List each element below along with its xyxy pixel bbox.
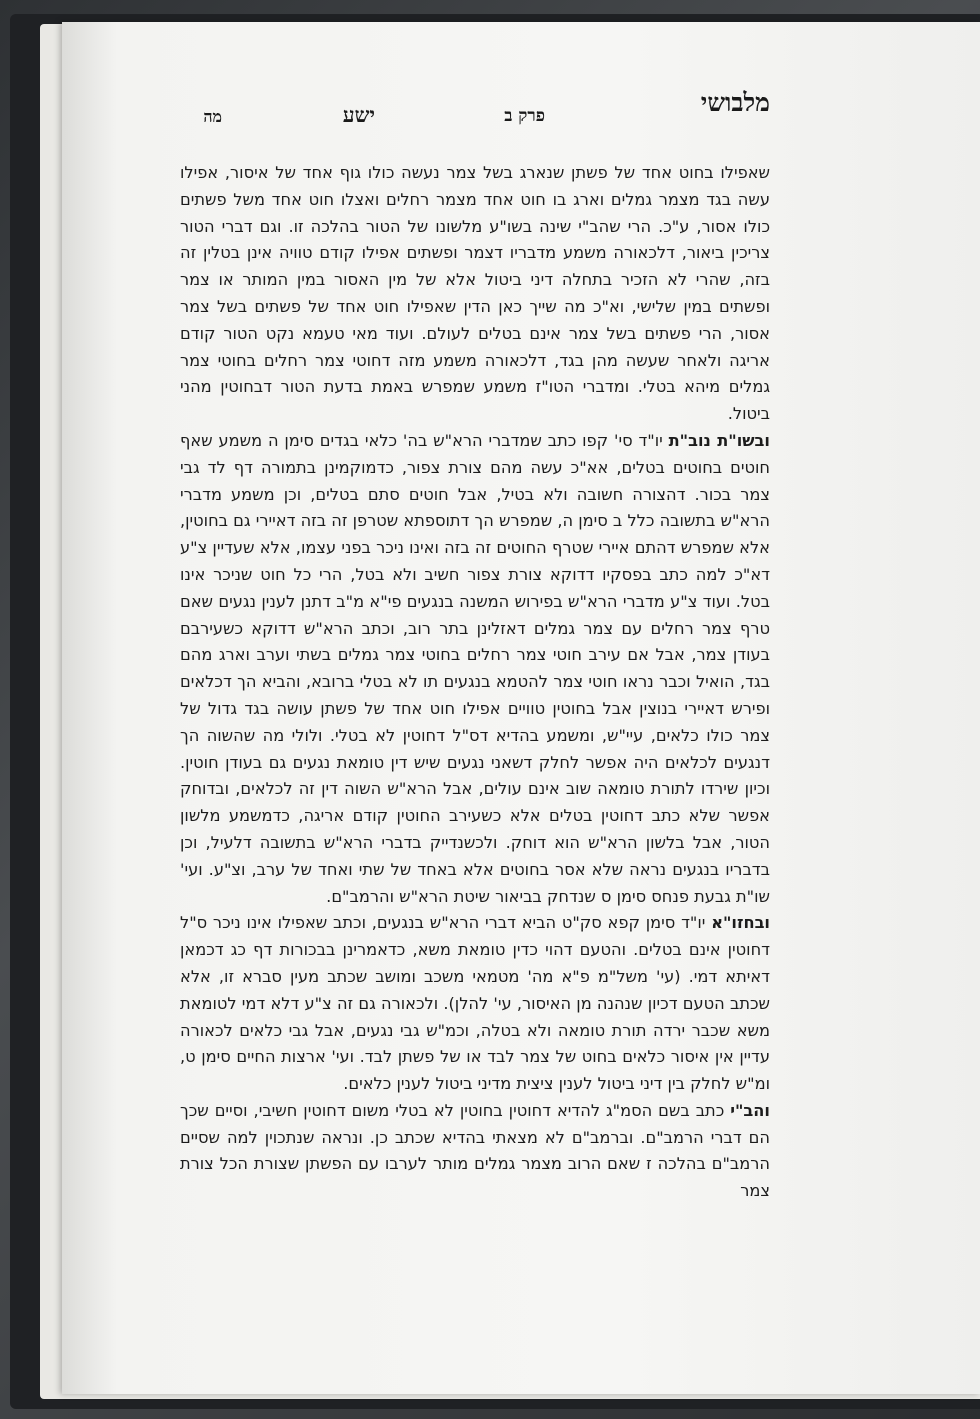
paragraph-text: כתב בשם הסמ"ג להדיא דחוטין בחוטין לא בטלי משום דחוטין חשיבי, וסיים שכך הם דברי הרמב"ם. וברמב"ם לא מצאתי בהדיא שכתב כן. ונראה שנתכוין למה שסיים הרמב"ם בהלכה ז שאם הרוב מצמר גמלים מותר לערבו עם הפשתן שצורת הכל צורת צמר — [180, 1100, 770, 1201]
section-label: ישע — [342, 102, 375, 127]
running-header — [180, 88, 770, 138]
paragraph — [180, 1098, 770, 1205]
book-title: מלבושי — [700, 88, 770, 117]
chapter-label: פרק ב — [504, 106, 545, 126]
body-text — [180, 160, 770, 1205]
paragraph — [180, 160, 770, 428]
page-number: מה — [203, 107, 222, 126]
paragraph-text: יו"ד סי' קפו כתב שמדברי הרא"ש בה' כלאי בגדים סימן ה משמע שאף חוטים בחוטים בטלים, אא"כ עשה מהם צורת צפור, כדמוקמינן בתמורה דף לד גבי צמר בכור. דהצורה חשובה ולא בטיל, אבל חוטים סתם בטלים, וכן משמע מדברי הרא"ש בתשובה כלל ב סימן ה, שמפרש הך דתוספתא שטרפן זה בזה דאיירי גם בחוטין, אלא שמפרש דהתם איירי שטרף החוטים זה בזה ואינו ניכר בפני עצמו, אלא שעדיין צ"ע דא"כ למה כתב בפסקיו דדוקא צורת צפור חשיב ולא בטל, הרי כל חוט שניכר אינו בטל. ועוד צ"ע מדברי הרא"ש בפירוש המשנה בנגעים פי"א מ"ב דתנן לענין נגעים שאם טרף צמר רחלים עם צמר גמלים דאזלינן בתר רוב, וכתב הרא"ש דדוקא כשעירבם בעודן צמר, אבל אם עירב חוטי צמר רחלים בחוטי צמר גמלים בשתי וערב וארג מהם בגד, הואיל וכבר נראו חוטי צמר להטמא בנגעים תו לא בטלי ברובא, והביא הך דכלאים ופירש דאיירי בנוצין אבל בחוטין טוויים אפילו חוט אחד של פשתן עושה בגד גדול של צמר כולו כלאים, עיי"ש, ומשמע בהדיא דס"ל דחוטין לא בטלי. ולולי מה שהשוה הך דנגעים לכלאים היה אפשר לחלק דשאני נגעים שיש דין טומאת נגעים גם בעודן חוטין. וכיון שירדו לתורת טומאה שוב אינם עולים, אבל הרא"ש השוה דין זה לכלאים, ובדוחק אפשר שלא כתב דחוטין בטלים אלא כשעירב החוטין קודם אריגה, כדמשמע מלשון הטור, אבל בלשון הרא"ש הוא דוחק. ולכשנדייק בדברי הרא"ש בתשובה דלעיל, וכן בדבריו בנגעים נראה שלא אסר בחוטים אלא באחד של שתי ואחד של ערב, וצ"ע. ועי' שו"ת גבעת פנחס סימן ס שנדחק בביאור שיטת הרא"ש והרמב"ם. — [180, 430, 770, 906]
paragraph — [180, 428, 770, 910]
paragraph-lead: ובחזו"א — [711, 913, 770, 933]
paragraph-lead: והב"י — [730, 1100, 770, 1120]
paragraph-lead: ובשו"ת נוב"ת — [668, 430, 770, 450]
paragraph — [180, 910, 770, 1098]
paragraph-text: יו"ד סימן קפא סק"ט הביא דברי הרא"ש בנגעים, וכתב שאפילו אינו ניכר ס"ל דחוטין אינם בטלים. והטעם דהוי כדין טומאת משא, כדאמרינן בבכורות דף כג דכמאן דאיתא דמי. (עי' משל"מ פ"א מה' מטמאי משכב ומושב שכתב מעין סברא זו, אלא שכתב הטעם דכיון שנהנה מן האיסור, עי' להלן). ולכאורה גם זה צ"ע דלא דמי לטומאת משא שכבר ירדה תורת טומאה ולא בטלה, וכמ"ש גבי נגעים, אבל גבי כלאים לכאורה עדיין אין איסור כלאים בחוט של צמר לבד או של פשתן לבד. ועי' ארצות החיים סימן ט, ומ"ש לחלק בין דיני ביטול לענין ציצית מדיני ביטול לענין כלאים. — [180, 913, 770, 1094]
paragraph-text: שאפילו בחוט אחד של פשתן שנארג בשל צמר נעשה כולו גוף אחד של איסור, אפילו עשה בגד מצמר גמלים וארג בו חוט אחד מצמר רחלים ואצלו חוט אחד משל פשתים כולו אסור, ע"כ. הרי שהב"י שינה בשו"ע מלשונו של הטור בהלכה זו. וגם דברי הטור צריכין ביאור, דלכאורה משמע מדבריו דצמר ופשתים אפילו קודם טוויה אינן בטלין זה בזה, שהרי לא הזכיר בתחלה דיני ביטול אלא של מין האסור במין המותר או צמר ופשתים במין שלישי, וא"כ מה שייך כאן הדין שאפילו חוט אחד של פשתים בשל צמר אסור, הרי פשתים בשל צמר אינם בטלים לעולם. ועוד מאי טעמא נקט הטור קודם אריגה ולאחר שעשה מהן בגד, דלכאורה משמע מזה דחוטי צמר רחלים בחוטי צמר גמלים מיהא בטלי. ומדברי הטו"ז משמע שמפרש באמת בדעת הטור דבחוטין מהני ביטול. — [180, 163, 770, 424]
